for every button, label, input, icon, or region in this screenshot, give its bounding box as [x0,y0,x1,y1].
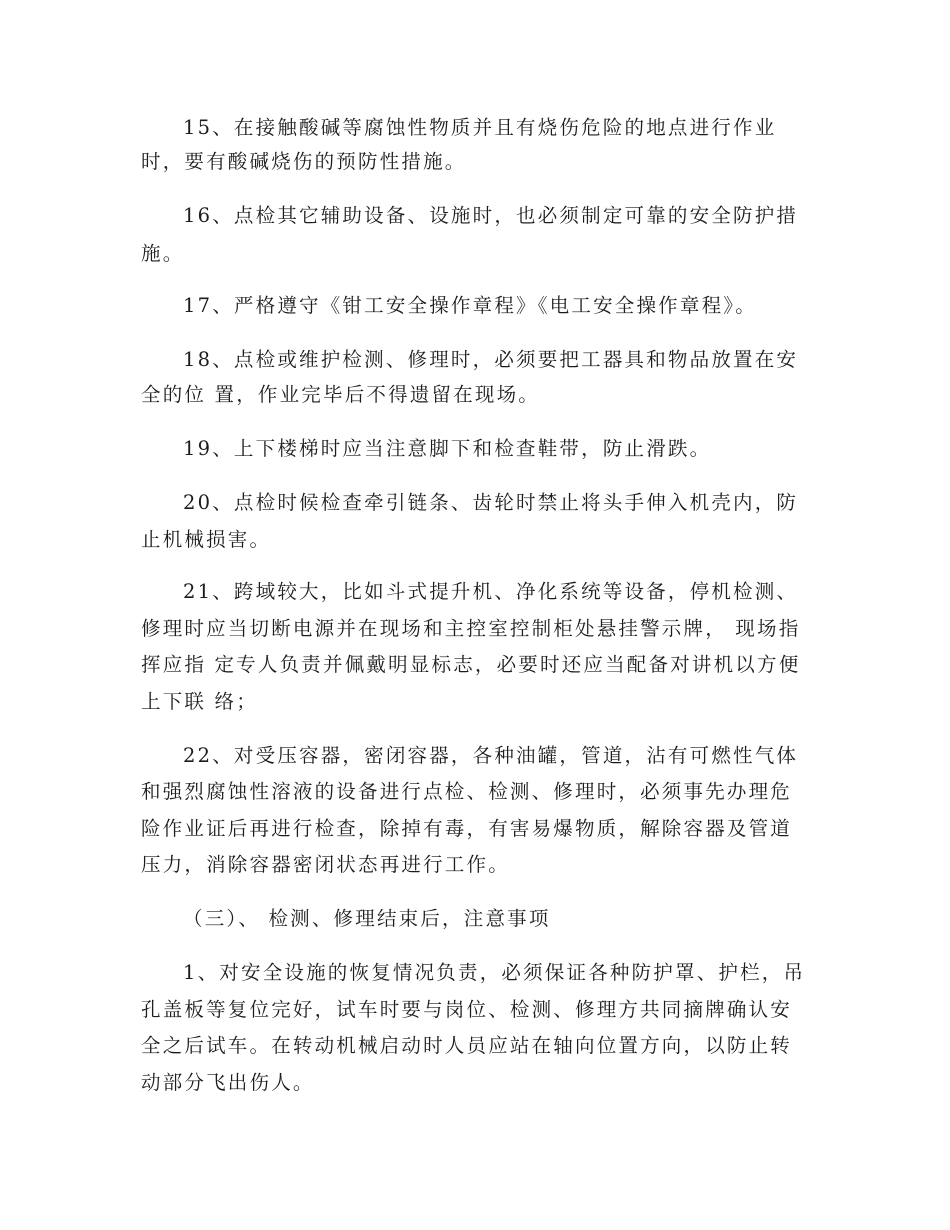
item-17-line-1: 17、严格遵守《钳工安全操作章程》《电工安全操作章程》。 [183,294,757,317]
item-1-line-1: 1、对安全设施的恢复情况负责，必须保证各种防护罩、护栏，吊 [183,961,806,984]
item-21-line-2: 修理时应当切断电源并在现场和主控室控制柜处悬挂警示牌， 现场指 [141,617,801,640]
item-22-line-1: 22、对受压容器，密闭容器，各种油罐，管道，沾有可燃性气体 [183,744,799,767]
item-16-line-2: 施。 [141,242,185,265]
item-20-line-2: 止机械损害。 [141,528,272,551]
item-22-line-2: 和强烈腐蚀性溶液的设备进行点检、检测、修理时，必须事先办理危 [141,780,793,803]
item-18-line-2: 全的位 置，作业完毕后不得遗留在现场。 [141,383,540,406]
item-16-line-1: 16、点检其它辅助设备、设施时，也必须制定可靠的安全防护措 [183,204,799,227]
item-18-line-1: 18、点检或维护检测、修理时，必须要把工器具和物品放置在安 [183,348,799,371]
section-heading: （三）、 检测、修理结束后，注意事项 [183,907,551,930]
item-1-line-3: 全之后试车。在转动机械启动时人员应站在轴向位置方向，以防止转 [141,1034,793,1057]
item-19-line-1: 19、上下楼梯时应当注意脚下和检查鞋带，防止滑跌。 [183,437,712,460]
item-1-line-2: 孔盖板等复位完好，试车时要与岗位、检测、修理方共同摘牌确认安 [141,998,793,1021]
item-15-line-2: 时，要有酸碱烧伤的预防性措施。 [141,150,467,173]
item-22-line-4: 压力，消除容器密闭状态再进行工作。 [141,853,510,876]
item-21-line-4: 上下联 络； [141,690,258,713]
item-21-line-1: 21、跨域较大，比如斗式提升机、净化系统等设备，停机检测、 [183,580,799,603]
item-15-line-1: 15、在接触酸碱等腐蚀性物质并且有烧伤危险的地点进行作业 [183,116,777,139]
item-21-line-3: 挥应指 定专人负责并佩戴明显标志，必要时还应当配备对讲机以方便 [141,653,801,676]
item-1-line-4: 动部分飞出伤人。 [141,1071,315,1094]
item-20-line-1: 20、点检时候检查牵引链条、齿轮时禁止将头手伸入机壳内，防 [183,491,799,514]
item-22-line-3: 险作业证后再进行检查，除掉有毒，有害易爆物质，解除容器及管道 [141,817,793,840]
